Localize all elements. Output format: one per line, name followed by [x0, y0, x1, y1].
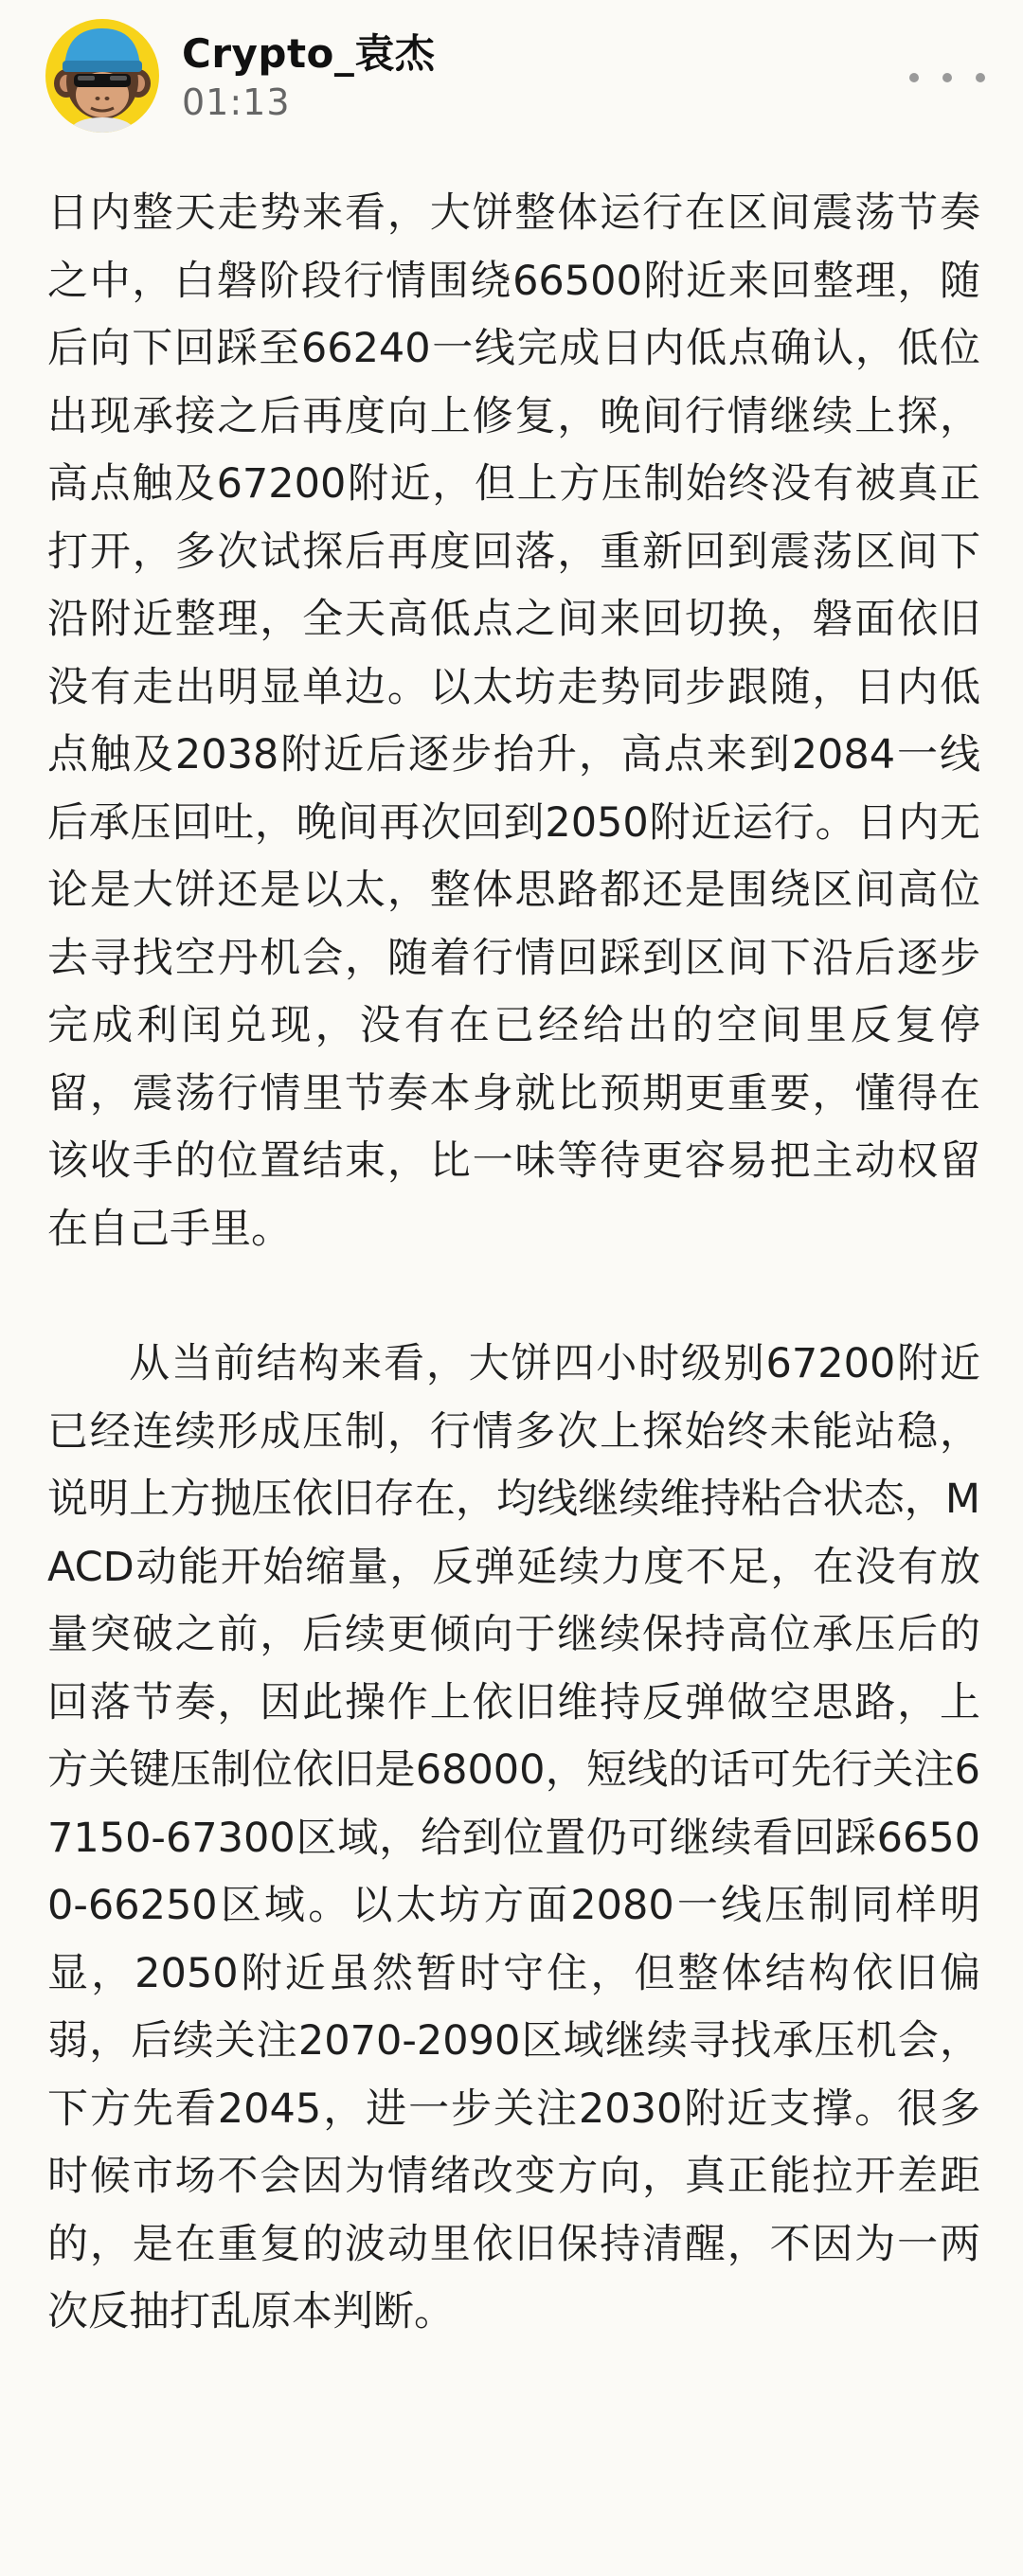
dot-3: [976, 73, 985, 82]
dot-2: [942, 73, 952, 82]
post-paragraph-2: 从当前结构来看，大饼四小时级别67200附近已经连续形成压制，行情多次上探始终未能站稳，说明上方抛压依旧存在，均线继续维持粘合状态，MACD动能开始缩量，反弹延续力度不足，在没有放量突破之前，后续更倾向于继续保持高位承压后的回落节奏，因此操作上依旧维持反弹做空思路，上方关键压制位依旧是68000，短线的话可先行关注67150-67300区域，给到位置仍可继续看回踩66500-66250区域。以太坊方面2080一线压制同样明显，2050附近虽然暂时守住，但整体结构依旧偏弱，后续关注2070-2090区域继续寻找承压机会，下方先看2045，进一步关注2030附近支撑。很多时候市场不会因为情绪改变方向，真正能拉开差距的，是在重复的波动里依旧保持清醒，不因为一两次反抽打乱原本判断。: [47, 1340, 980, 2335]
post-header: [0, 0, 1023, 161]
post-time: 01:13: [182, 81, 291, 123]
user-avatar[interactable]: [45, 19, 159, 133]
more-dots-icon[interactable]: [909, 59, 985, 97]
monkey-avatar-icon: [45, 19, 159, 133]
dot-1: [909, 73, 919, 82]
username[interactable]: Crypto_袁杰: [182, 30, 436, 77]
post-body: [47, 180, 980, 2347]
post-paragraph-1: 日内整天走势来看，大饼整体运行在区间震荡节奏之中，白磐阶段行情围绕66500附近来回整理，随后向下回踩至66240一线完成日内低点确认，低位出现承接之后再度向上修复，晚间行情继续上探，高点触及67200附近，但上方压制始终没有被真正打开，多次试探后再度回落，重新回到震荡区间下沿附近整理，全天高低点之间来回切换，磐面依旧没有走出明显单边。以太坊走势同步跟随，日内低点触及2038附近后逐步抬升，高点来到2084一线后承压回吐，晚间再次回到2050附近运行。日内无论是大饼还是以太，整体思路都还是围绕区间高位去寻找空丹机会，随着行情回踩到区间下沿后逐步完成利闰兑现，没有在已经给出的空间里反复停留，震荡行情里节奏本身就比预期更重要，懂得在该收手的位置结束，比一味等待更容易把主动权留在自己手里。: [47, 189, 980, 1253]
